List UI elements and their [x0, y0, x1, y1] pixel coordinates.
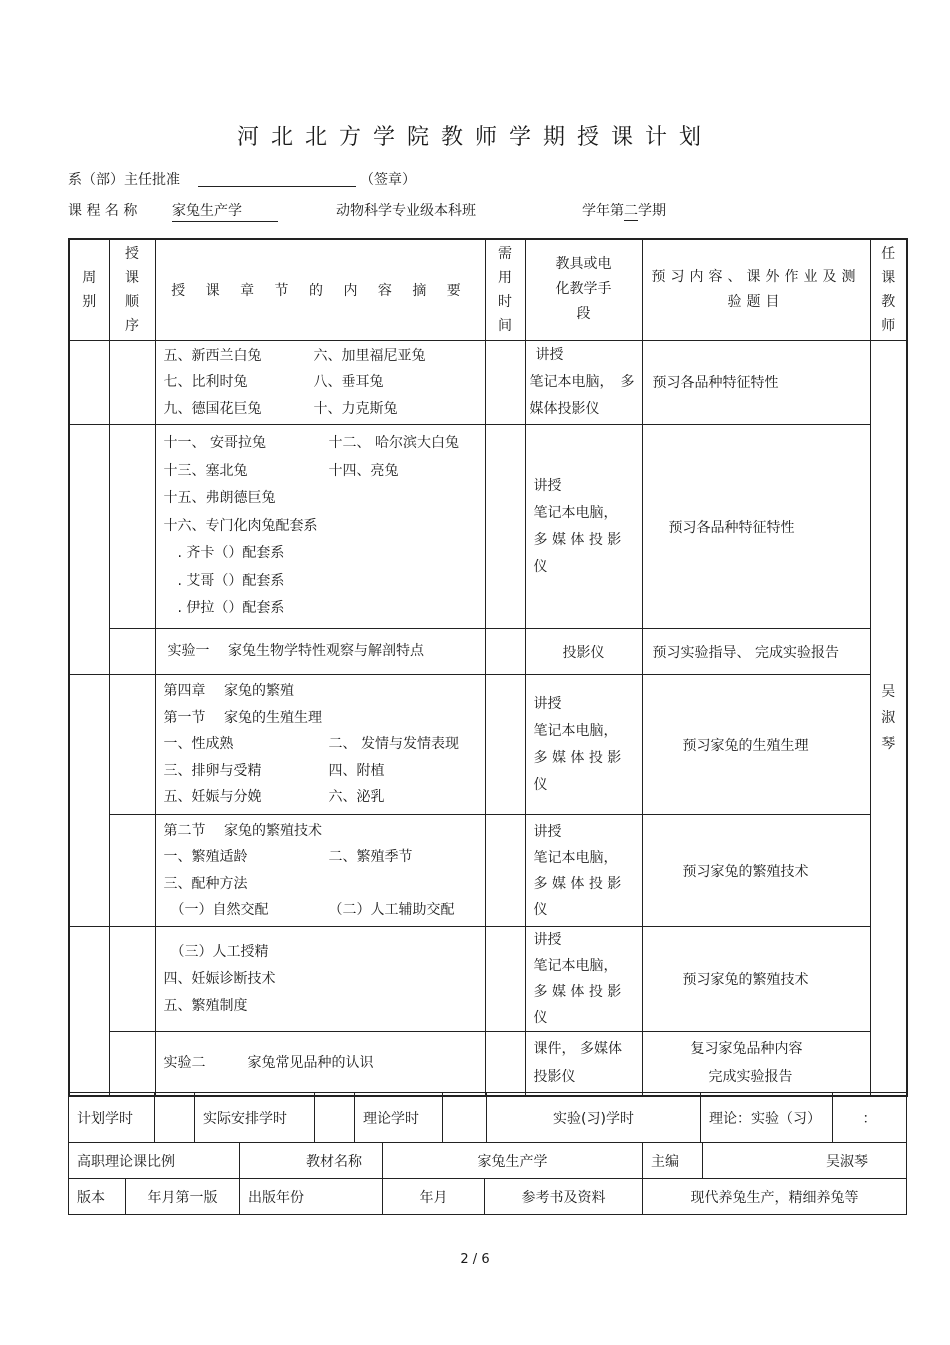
ratio-label: 理论：实验（习）	[701, 1093, 833, 1143]
teacher-name: 吴淑琴	[881, 683, 896, 752]
tools-cell: 讲授 笔记本电脑， 多 媒 体 投 影 仪	[525, 675, 642, 815]
header-content: 授 课 章 节 的 内 容 摘 要	[155, 239, 485, 340]
table-row	[69, 425, 907, 629]
week-cell	[69, 340, 109, 425]
header-tools: 教具或电化教学手段	[525, 239, 642, 340]
header-row	[69, 239, 907, 340]
order-cell	[109, 927, 155, 1032]
page-number: 2 / 6	[460, 1252, 490, 1267]
textbook-name: 家兔生产学	[383, 1143, 643, 1179]
reference-label: 参考书及资料	[485, 1179, 643, 1215]
theory-hours-label: 理论学时	[355, 1093, 443, 1143]
preview-cell: 预习家兔的繁殖技术	[642, 815, 870, 927]
order-cell	[109, 675, 155, 815]
header-order: 授课顺序	[109, 239, 155, 340]
hours-cell	[485, 340, 525, 425]
signature-blank	[198, 170, 356, 187]
pub-year-value: 年月	[383, 1179, 485, 1215]
content-cell: （三）人工授精 四、妊娠诊断技术 五、繁殖制度	[155, 927, 485, 1032]
course-class: 动物科学专业级本科班	[336, 203, 476, 219]
content-cell: 实验二 家兔常见品种的认识	[155, 1032, 485, 1096]
week-cell	[69, 425, 109, 675]
approval-label: 系（部）主任批准	[68, 172, 180, 188]
ratio-colon: ：	[833, 1093, 907, 1143]
preview-cell: 预习实验指导、 完成实验报告	[642, 629, 870, 675]
plan-hours-label: 计划学时	[69, 1093, 155, 1143]
preview-cell: 复习家兔品种内容 完成实验报告	[642, 1032, 870, 1096]
teacher-cell	[870, 340, 907, 1096]
teaching-plan-table	[68, 238, 908, 1097]
hours-cell	[485, 629, 525, 675]
summary-hours-table	[68, 1092, 907, 1143]
table-row	[69, 340, 907, 425]
editor-label: 主编	[643, 1143, 703, 1179]
week-cell	[69, 927, 109, 1096]
content-cell: 第二节 家兔的繁殖技术 一、繁殖适龄 二、繁殖季节 三、配种方法 （一）自然交配 （二）人工辅助交配	[155, 815, 485, 927]
course-term	[582, 200, 666, 220]
content-cell: 第四章 家兔的繁殖 第一节 家兔的生殖生理 一、性成熟 二、 发情与发情表现 三、排卵与受精 四、附植 五、妊娠与分娩 六、泌乳	[155, 675, 485, 815]
header-week: 周别	[69, 239, 109, 340]
tools-cell: 讲授 笔记本电脑， 多 媒 体 投 影 仪	[525, 927, 642, 1032]
preview-cell: 预习家兔的繁殖技术	[642, 927, 870, 1032]
summary-book-table	[68, 1142, 907, 1215]
tools-cell: 讲授 笔记本电脑， 多 媒 体 投 影 仪	[525, 425, 642, 629]
term-prefix: 学年第	[582, 203, 624, 219]
preview-cell: 预习各品种特征特性	[642, 425, 870, 629]
hours-cell	[485, 675, 525, 815]
pub-year-label: 出版年份	[240, 1179, 383, 1215]
preview-cell: 预习家兔的生殖生理	[642, 675, 870, 815]
plan-hours-value	[155, 1093, 195, 1143]
course-name: 家兔生产学	[172, 200, 278, 222]
reference-value: 现代养兔生产，精细养兔等	[643, 1179, 907, 1215]
ratio-row-label: 高职理论课比例	[69, 1143, 240, 1179]
order-cell	[109, 815, 155, 927]
order-cell	[109, 340, 155, 425]
course-label: 课 程 名 称	[68, 203, 138, 219]
document-title: 河北北方学院教师学期授课计划	[236, 125, 713, 150]
approval-sign: （签章）	[360, 172, 416, 188]
lab-hours-label: 实验(习)学时	[487, 1093, 701, 1143]
editor-name: 吴淑琴	[703, 1143, 907, 1179]
tools-cell: 讲授 笔记本电脑， 多 媒 体 投 影 仪	[525, 815, 642, 927]
edition-label: 版本	[69, 1179, 126, 1215]
week-cell	[69, 675, 109, 927]
table-row	[69, 675, 907, 815]
hours-cell	[485, 927, 525, 1032]
theory-hours-value	[443, 1093, 487, 1143]
actual-hours-label: 实际安排学时	[195, 1093, 315, 1143]
order-cell	[109, 425, 155, 629]
actual-hours-value	[315, 1093, 355, 1143]
content-cell: 实验一 家兔生物学特性观察与解剖特点	[155, 629, 485, 675]
hours-cell	[485, 815, 525, 927]
table-row	[69, 927, 907, 1032]
term-suffix: 学期	[638, 203, 666, 219]
header-teacher: 任课教师	[870, 239, 907, 340]
content-cell: 十一、 安哥拉兔 十二、 哈尔滨大白兔 十三、塞北兔 十四、亮兔 十五、弗朗德巨兔 十六、专门化肉兔配套系 . 齐卡（）配套系 . 艾哥（）配套系 . 伊拉（）配套系	[155, 425, 485, 629]
header-preview: 预习内容、课外作业及测验题目	[642, 239, 870, 340]
edition-value: 年月第一版	[126, 1179, 240, 1215]
tools-cell: 课件， 多媒体 投影仪	[525, 1032, 642, 1096]
tools-cell: 讲授 笔记本电脑， 多 媒体投影仪	[525, 340, 642, 425]
table-row	[69, 815, 907, 927]
textbook-label: 教材名称	[240, 1143, 383, 1179]
hours-cell	[485, 1032, 525, 1096]
table-row	[69, 1032, 907, 1096]
hours-cell	[485, 425, 525, 629]
approval-line	[68, 169, 416, 189]
term-number: 二	[624, 203, 638, 219]
table-row	[69, 629, 907, 675]
header-hours: 需用时间	[485, 239, 525, 340]
order-cell	[109, 1032, 155, 1096]
order-cell	[109, 629, 155, 675]
tools-cell: 投影仪	[525, 629, 642, 675]
preview-cell: 预习各品种特征特性	[642, 340, 870, 425]
content-cell: 五、新西兰白兔 六、加里福尼亚兔 七、比利时兔 八、垂耳兔 九、德国花巨兔 十、力克斯兔	[155, 340, 485, 425]
